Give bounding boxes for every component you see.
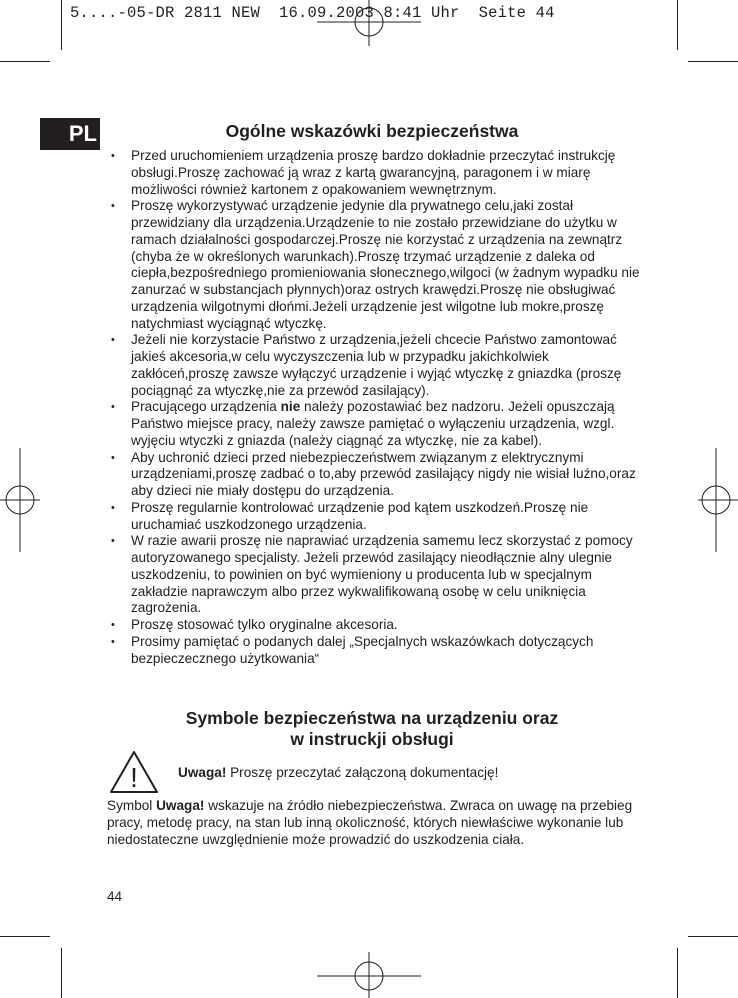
warning-glyph: ! <box>130 762 138 793</box>
crop-mark-top-right-v <box>677 0 678 50</box>
list-item: • W razie awarii proszę nie naprawiać urządzenia samemu lecz skorzystać z pomocy autoryzowanego specjalisty. Jeżeli przewód zasilający nieodłącznie alny ulegnie uszkodzeniu, to powinien on być wymieniony u producenta lub w specjalnym zakładzie naprawczym albo przez wykwalifikowaną osobę w celu uniknięcia zagrożenia. <box>107 533 647 617</box>
section-title-line: Symbole bezpieczeństwa na urządzeniu oraz <box>185 708 559 728</box>
list-item <box>107 399 647 449</box>
list-item: • Przed uruchomieniem urządzenia proszę bardzo dokładnie przeczytać instrukcję obsługi.Proszę zachować ją wraz z kartą gwarancyjną, paragonem i w miarę możliwości również kartonem z opakowaniem wewnętrznym. <box>107 148 647 198</box>
list-item: • Aby uchronić dzieci przed niebezpieczeństwem związanym z elektrycznymi urządzeniami,proszę zadbać o to,aby przewód zasilający nigdy nie wisiał luźno,oraz aby dzieci nie miały dostępu do urządzenia. <box>107 450 647 500</box>
crop-mark-top-left-v <box>61 0 62 50</box>
warning-label-inline: Uwaga! <box>156 798 205 813</box>
safety-rules-list <box>107 148 647 667</box>
crop-mark-bottom-right-h <box>688 936 738 937</box>
registration-mark-top <box>317 0 421 46</box>
warning-text: Proszę przeczytać załączoną dokumentację! <box>226 765 499 780</box>
language-tab: PL <box>40 118 100 150</box>
list-item: • Proszę wykorzystywać urządzenie jedynie dla prywatnego celu,jaki został przewidziany dla urządzenia.Urządzenie to nie zostało przewidziane do użytku w ramach działalności gospodarczej.Proszę nie korzystać z urządzenia na zewnątrz (chyba że w określonych warunkach).Proszę trzymać urządzenie z daleka od ciepła,bezpośredniego promieniowania słonecznego,wilgoci (w żadnym wypadku nie zanurzać w substancjach płynnych)oraz ostrych krawędzi.Proszę nie obsługiwać urządzenia wilgotnymi dłońmi.Jeżeli urządzenie jest wilgotne lub mokre,proszę natychmiast wyciągnąć wtyczkę. <box>107 198 647 332</box>
warning-caption <box>178 765 498 780</box>
list-item-text: należy pozostawiać bez nadzoru. Jeżeli opuszczają Państwo miejsce pracy, należy zawsze pamiętać o wyłączeniu urządzenia, wzgl. wyjęciu wtyczki z gniazda (należy ciągnąć za wtyczkę, nie za kabel). <box>131 399 615 448</box>
page-number: 44 <box>107 889 123 904</box>
warning-triangle-icon <box>109 750 159 794</box>
list-item: • Prosimy pamiętać o podanych dalej „Specjalnych wskazówkach dotyczących bezpieczecznego użytkowania“ <box>107 634 647 668</box>
crop-mark-top-right-h <box>688 61 738 62</box>
warning-symbol-row <box>107 750 647 794</box>
warning-explanation <box>107 797 637 848</box>
print-header-line: 5....-05-DR 2811 NEW 16.09.2003 8:41 Uhr Seite 44 <box>70 4 555 22</box>
paragraph-text: Symbol <box>107 798 157 813</box>
crop-mark-bottom-right-v <box>677 948 678 998</box>
emphasis-nie: nie <box>280 399 301 415</box>
crop-mark-bottom-left-h <box>0 936 50 937</box>
section-title-safety-symbols <box>107 708 637 750</box>
crop-mark-top-left-h <box>0 61 50 62</box>
registration-mark-right <box>698 448 738 552</box>
list-item: • Proszę regularnie kontrolować urządzenie pod kątem uszkodzeń.Proszę nie uruchamiać uszkodzonego urządzenia. <box>107 500 647 534</box>
crop-mark-bottom-left-v <box>61 948 62 998</box>
list-item: • Jeżeli nie korzystacie Państwo z urządzenia,jeżeli chcecie Państwo zamontować jakieś akcesoria,w celu wyczyszczenia lub w przypadku jakichkolwiek zakłóceń,proszę zawsze wyłączyć urządzenie i wyjąć wtyczkę z gniazdka (proszę pociągnąć za wtyczkę,nie za przewód zasilający). <box>107 332 647 399</box>
list-item: • Proszę stosować tylko oryginalne akcesoria. <box>107 617 647 634</box>
paragraph-text: wskazuje na źródło niebezpieczeństwa. Zwraca on uwagę na przebieg pracy, metodę pracy, na stan lub inną okoliczność, których niewłaściwe wykonanie lub niedostateczne uwzględnienie może prowadzić do uszkodzenia ciała. <box>107 798 633 847</box>
registration-mark-bottom <box>317 952 421 998</box>
safety-instructions <box>107 148 647 667</box>
section-title-line: w instruckji obsługi <box>290 729 454 749</box>
registration-mark-left <box>0 448 40 552</box>
warning-label: Uwaga! <box>178 765 227 780</box>
list-item-text: Pracującego urządzenia <box>131 399 281 415</box>
section-title-general-safety: Ogólne wskazówki bezpieczeństwa <box>225 121 519 141</box>
